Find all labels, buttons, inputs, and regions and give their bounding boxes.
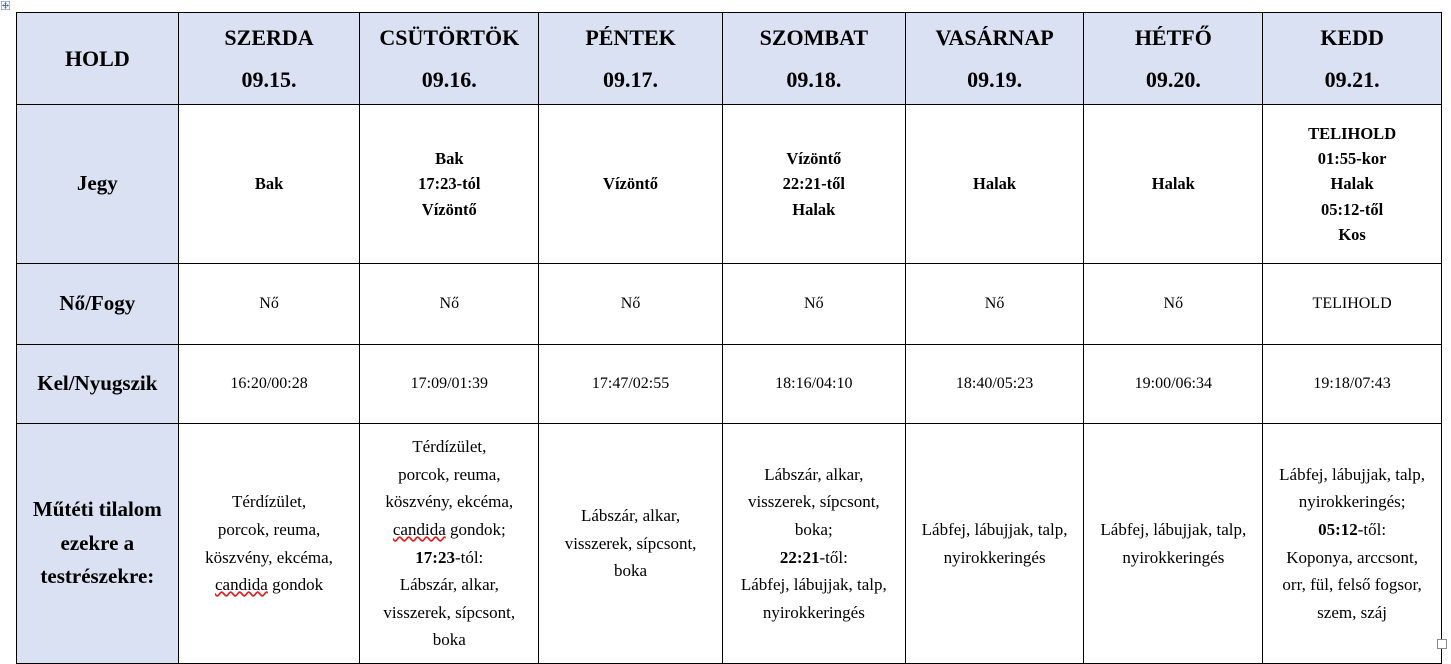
cell-line-5: Lábszár, alkar,: [399, 575, 499, 595]
day-date-0: 09.15.: [241, 67, 297, 92]
cell-line-7: boka: [432, 630, 466, 650]
cell-nofogy-6: [1263, 264, 1442, 345]
day-name-2: PÉNTEK: [585, 24, 676, 50]
moon-calendar-table: [16, 12, 1442, 664]
cell-line-0: 18:40/05:23: [955, 374, 1034, 392]
cell-line-0: Lábszár, alkar,: [764, 464, 864, 484]
cell-line-0: Nő: [1163, 294, 1184, 312]
cell-line-1: porcok, reuma,: [217, 519, 321, 539]
cell-line-0: Lábfej, lábujjak, talp,: [1100, 519, 1247, 539]
day-name-1: CSÜTÖRTÖK: [379, 24, 520, 50]
moon-calendar-table-wrapper: [16, 12, 1442, 650]
cell-line-0: 17:09/01:39: [410, 374, 488, 392]
cell-line-0: Térdízület,: [412, 437, 487, 457]
cell-line-1: nyirokkeringés: [943, 547, 1046, 567]
cell-line-2: 05:12-től:: [1318, 519, 1387, 539]
cell-jegy-5: [1084, 105, 1263, 264]
cell-kel-3: [722, 345, 905, 424]
table-header-row: [17, 13, 1442, 105]
row-label-surgery-ban: [17, 424, 179, 664]
cell-line-3: candida gondok: [214, 575, 324, 595]
cell-kel-6: [1263, 345, 1442, 424]
cell-surgery-6: [1263, 424, 1442, 664]
cell-line-0: Lábfej, lábujjak, talp,: [1279, 464, 1426, 484]
cell-line-0: Térdízület,: [231, 492, 307, 512]
day-date-1: 09.16.: [421, 67, 477, 92]
cell-line-1: 01:55-kor: [1317, 149, 1387, 169]
cell-line-3: 22:21-től:: [779, 547, 848, 567]
cell-line-2: boka;: [794, 519, 833, 539]
header-cell-day-2: [539, 13, 723, 105]
cell-line-0: Halak: [973, 174, 1017, 194]
cell-line-0: 16:20/00:28: [230, 374, 308, 392]
cell-surgery-0: [178, 424, 360, 664]
cell-kel-4: [905, 345, 1084, 424]
header-cell-day-3: [722, 13, 905, 105]
corner-cell-hold: HOLD: [17, 13, 179, 105]
cell-line-1: 22:21-től: [782, 174, 845, 194]
spellcheck-word: candida: [214, 575, 268, 595]
cell-line-3: 05:12-től: [1320, 199, 1384, 219]
cell-line-0: 19:00/06:34: [1134, 374, 1212, 392]
cell-surgery-5: [1084, 424, 1263, 664]
cell-line-2: Vízöntő: [421, 199, 477, 219]
cell-line-3: candida gondok;: [392, 519, 506, 539]
cell-nofogy-4: [905, 264, 1084, 345]
cell-line-0: Nő: [620, 294, 641, 312]
cell-line-5: nyirokkeringés: [762, 602, 865, 622]
cell-kel-0: [178, 345, 360, 424]
cell-line-1: visszerek, sípcsont,: [747, 492, 880, 512]
cell-line-0: TELIHOLD: [1312, 294, 1392, 312]
day-date-3: 09.18.: [786, 67, 842, 92]
cell-line-0: Lábszár, alkar,: [580, 506, 681, 526]
table-resize-handle[interactable]: [1437, 639, 1447, 649]
bold-time: 22:21: [779, 547, 820, 567]
header-cell-day-4: [905, 13, 1084, 105]
cell-line-3: Koponya, arccsont,: [1286, 547, 1418, 567]
cell-line-0: Bak: [435, 149, 464, 169]
cell-line-0: Halak: [1151, 174, 1195, 194]
cell-line-2: köszvény, ekcéma,: [385, 492, 514, 512]
cell-jegy-0: [178, 105, 360, 264]
day-date-6: 09.21.: [1324, 67, 1380, 92]
cell-surgery-4: [905, 424, 1084, 664]
cell-line-0: Nő: [439, 294, 460, 312]
label-line-1: ezekre a: [60, 530, 135, 555]
cell-line-1: 17:23-tól: [418, 174, 481, 194]
cell-line-0: 17:47/02:55: [591, 374, 670, 392]
cell-line-1: nyirokkeringés;: [1298, 492, 1406, 512]
cell-kel-5: [1084, 345, 1263, 424]
header-cell-day-5: [1084, 13, 1263, 105]
cell-line-1: porcok, reuma,: [398, 464, 501, 484]
cell-kel-2: [539, 345, 723, 424]
cell-line-2: köszvény, ekcéma,: [205, 547, 333, 567]
day-name-6: KEDD: [1320, 24, 1384, 50]
cell-jegy-2: [539, 105, 723, 264]
cell-surgery-3: [722, 424, 905, 664]
day-name-3: SZOMBAT: [759, 24, 869, 50]
row-label-jegy: Jegy: [17, 105, 179, 264]
cell-line-0: TELIHOLD: [1308, 124, 1397, 144]
cell-line-1: nyirokkeringés: [1122, 547, 1225, 567]
cell-nofogy-5: [1084, 264, 1263, 345]
day-name-0: SZERDA: [224, 24, 314, 50]
table-row-surgery-ban: [17, 424, 1442, 664]
cell-line-0: Nő: [259, 294, 279, 312]
cell-line-4: orr, fül, felső fogsor,: [1282, 575, 1422, 595]
cell-surgery-1: [360, 424, 539, 664]
cell-surgery-2: [539, 424, 723, 664]
cell-line-2: boka: [614, 561, 648, 581]
row-label-nofogy: Nő/Fogy: [17, 264, 179, 345]
cell-line-2: Halak: [1330, 174, 1374, 194]
cell-nofogy-1: [360, 264, 539, 345]
cell-kel-1: [360, 345, 539, 424]
cell-line-2: Halak: [792, 199, 836, 219]
cell-nofogy-3: [722, 264, 905, 345]
cell-line-0: Bak: [254, 174, 284, 194]
cell-jegy-4: [905, 105, 1084, 264]
table-row-nofogy: [17, 264, 1442, 345]
cell-nofogy-0: [178, 264, 360, 345]
day-name-4: VASÁRNAP: [935, 24, 1054, 50]
table-move-handle[interactable]: [1, 1, 10, 10]
cell-line-5: szem, száj: [1317, 602, 1388, 622]
cell-line-0: 18:16/04:10: [775, 374, 853, 392]
cell-jegy-6: [1263, 105, 1442, 264]
table-row-jegy: [17, 105, 1442, 264]
cell-jegy-1: [360, 105, 539, 264]
cell-line-0: 19:18/07:43: [1313, 374, 1391, 392]
day-date-2: 09.17.: [603, 67, 659, 92]
cell-line-0: Lábfej, lábujjak, talp,: [921, 519, 1068, 539]
cell-line-6: visszerek, sípcsont,: [383, 602, 516, 622]
table-row-kel-nyugszik: [17, 345, 1442, 424]
label-line-2: testrészekre:: [40, 564, 155, 589]
header-cell-day-1: [360, 13, 539, 105]
cell-line-4: 17:23-tól:: [415, 547, 484, 567]
day-name-5: HÉTFŐ: [1134, 24, 1212, 50]
cell-line-4: Kos: [1338, 224, 1366, 244]
cell-line-0: Nő: [984, 294, 1005, 312]
cell-line-0: Vízöntő: [603, 174, 659, 194]
header-cell-day-0: [178, 13, 360, 105]
header-cell-day-6: [1263, 13, 1442, 105]
spellcheck-word: candida: [392, 519, 446, 539]
cell-line-0: Vízöntő: [786, 149, 842, 169]
cell-nofogy-2: [539, 264, 723, 345]
cell-jegy-3: [722, 105, 905, 264]
cell-line-1: visszerek, sípcsont,: [564, 533, 697, 553]
label-line-0: Műtéti tilalom: [32, 497, 162, 522]
day-date-4: 09.19.: [967, 67, 1023, 92]
day-date-5: 09.20.: [1145, 67, 1201, 92]
cell-line-4: Lábfej, lábujjak, talp,: [740, 575, 887, 595]
bold-time: 05:12: [1318, 519, 1358, 539]
bold-time: 17:23: [415, 547, 455, 567]
cell-line-0: Nő: [804, 294, 824, 312]
row-label-kel-nyugszik: Kel/Nyugszik: [17, 345, 179, 424]
